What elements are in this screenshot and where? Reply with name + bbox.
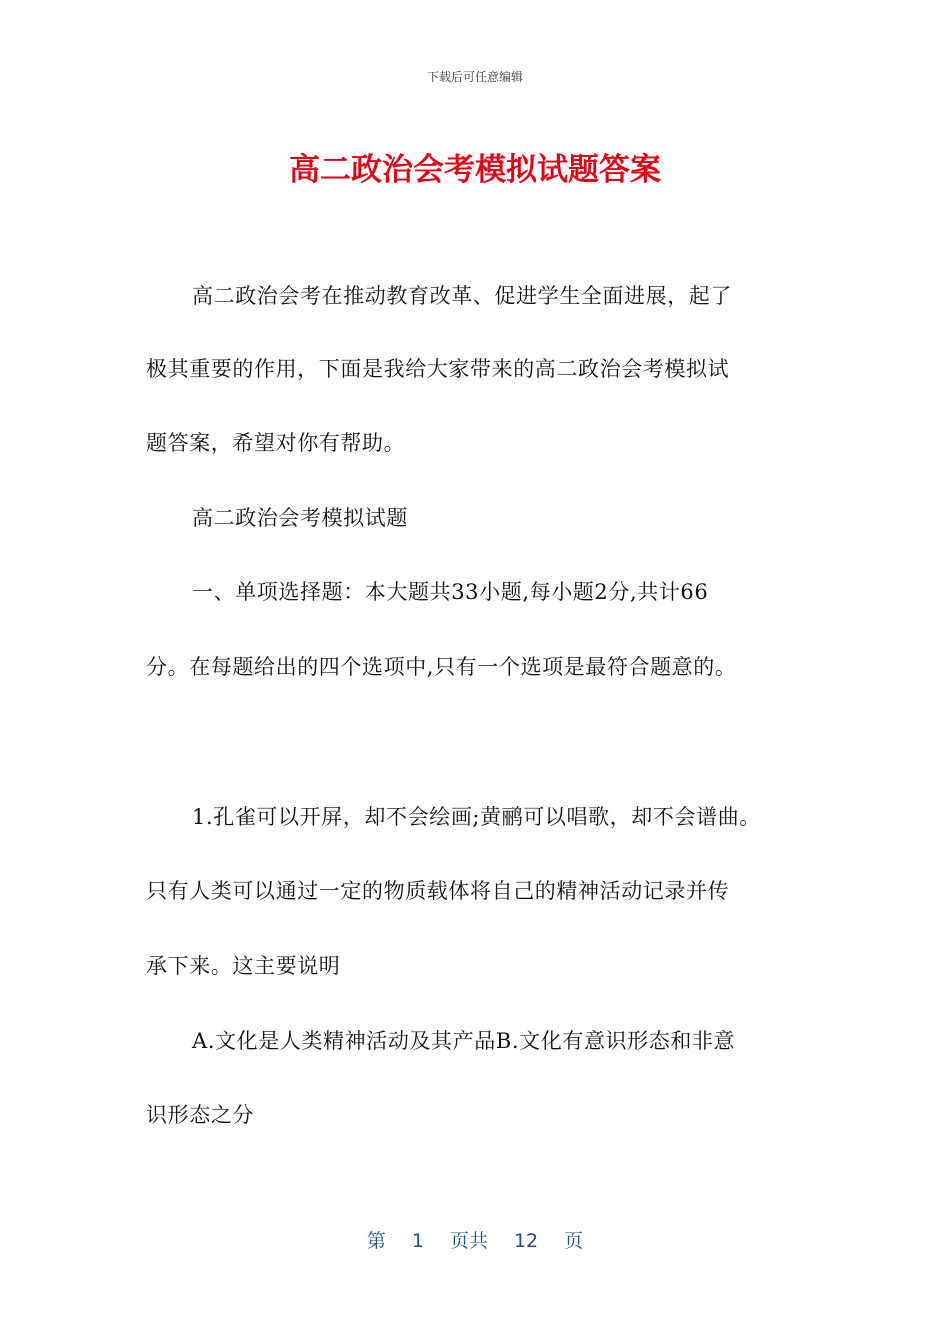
header-note: 下载后可任意编辑: [426, 70, 523, 84]
current-page-number: 1: [411, 1230, 424, 1252]
question-line: 只有人类可以通过一定的物质载体将自己的精神活动记录并传: [146, 879, 730, 903]
paragraph-line: 分。在每题给出的四个选项中,只有一个选项是最符合题意的。: [146, 655, 737, 679]
section-heading: 高二政治会考模拟试题: [192, 506, 408, 530]
answer-options-line: 识形态之分: [146, 1103, 254, 1127]
paragraph-line: 一、单项选择题：本大题共33小题,每小题2分,共计66: [192, 580, 709, 604]
answer-options-line: A.文化是人类精神活动及其产品B.文化有意识形态和非意: [192, 1029, 736, 1053]
document-title: 高二政治会考模拟试题答案: [289, 152, 661, 188]
question-line: 1.孔雀可以开屏，却不会绘画;黄鹂可以唱歌，却不会谱曲。: [192, 805, 761, 829]
footer-suffix: 页: [564, 1230, 584, 1252]
footer-middle: 页共: [449, 1230, 488, 1252]
paragraph-line: 极其重要的作用，下面是我给大家带来的高二政治会考模拟试: [146, 357, 730, 381]
paragraph-line: 题答案，希望对你有帮助。: [146, 431, 406, 455]
paragraph-line: 高二政治会考在推动教育改革、促进学生全面进展，起了: [192, 284, 732, 308]
footer-prefix: 第: [366, 1230, 386, 1252]
total-pages-number: 12: [513, 1230, 539, 1252]
question-line: 承下来。这主要说明: [146, 954, 341, 978]
page-footer: [0, 1226, 950, 1253]
